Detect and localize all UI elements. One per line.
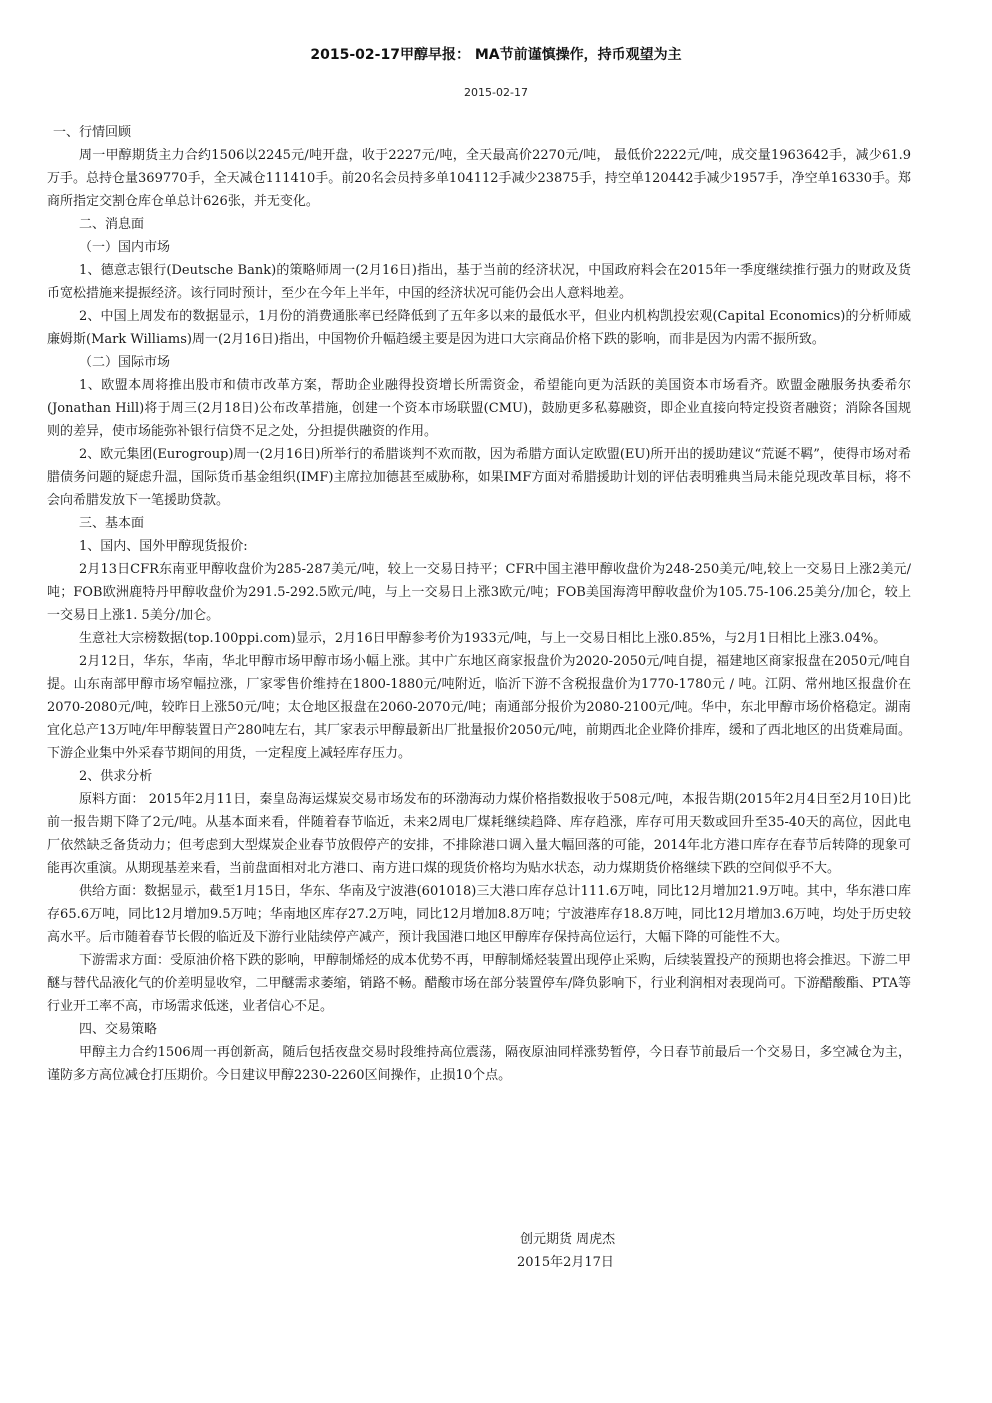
- signature-date: 2015年2月17日: [517, 1255, 614, 1270]
- section-heading-fundamentals: 三、基本面: [79, 516, 145, 531]
- subheading-spot-prices: 1、国内、国外甲醇现货报价:: [79, 539, 248, 554]
- paragraph-international-news-2: 2、欧元集团(Eurogroup)周一(2月16日)所举行的希腊谈判不欢而散，因为希腊方面认定欧盟(EU)所开出的援助建议“荒诞不羁”，使得市场对希腊债务问题的疑虑升温，国际货币基金组织(IMF)主席拉加德甚至威胁称，如果IMF方面对希腊援助计划的评估表明雅典当局未能兑现改革目标，将不会向希腊发放下一笔援助贷款。: [47, 447, 911, 508]
- page-title: 2015-02-17甲醇早报： MA节前谨慎操作，持币观望为主: [310, 47, 682, 63]
- subheading-supply-demand: 2、供求分析: [79, 769, 153, 784]
- report-date: 2015-02-17: [464, 86, 528, 99]
- paragraph-raw-materials: 原料方面： 2015年2月11日，秦皇岛海运煤炭交易市场发布的环渤海动力煤价格指数报收于508元/吨，本报告期(2015年2月4日至2月10日)比前一报告期下降了2元/吨。从基本面来看，伴随着春节临近，未来2周电厂煤耗继续趋降、库存趋涨，库存可用天数或回升至35-40天的高位，因此电厂依然缺乏备货动力；但考虑到大型煤炭企业春节放假停产的安排，不排除港口调入量大幅回落的可能，2014年北方港口库存在春节后转降的现象可能再次重演。从期现基差来看，当前盘面相对北方港口、南方进口煤的现货价格均为贴水状态，动力煤期货价格继续下跌的空间似乎不大。: [47, 792, 911, 876]
- paragraph-domestic-news-2: 2、中国上周发布的数据显示，1月份的消费通胀率已经降低到了五年多以来的最低水平，但业内机构凯投宏观(Capital Economics)的分析师威廉姆斯(Mark Williams)周一(2月16日)指出，中国物价升幅趋缓主要是因为进口大宗商品价格下跌的影响，而非是因为内需不振所致。: [47, 309, 911, 347]
- paragraph-reference-price: 生意社大宗榜数据(top.100ppi.com)显示，2月16日甲醇参考价为1933元/吨，与上一交易日相比上涨0.85%，与2月1日相比上涨3.04%。: [79, 631, 887, 646]
- paragraph-international-news-1: 1、欧盟本周将推出股市和债市改革方案，帮助企业融得投资增长所需资金，希望能向更为活跃的美国资本市场看齐。欧盟金融服务执委希尔(Jonathan Hill)将于周三(2月18日)公布改革措施，创建一个资本市场联盟(CMU)，鼓励更多私募融资，即企业直接向特定投资者融资；消除各国规则的差异，使市场能弥补银行信贷不足之处，分担提供融资的作用。: [47, 378, 911, 439]
- paragraph-domestic-news-1: 1、德意志银行(Deutsche Bank)的策略师周一(2月16日)指出，基于当前的经济状况，中国政府料会在2015年一季度继续推行强力的财政及货币宽松措施来提振经济。该行同时预计，至少在今年上半年，中国的经济状况可能仍会出人意料地差。: [47, 263, 911, 301]
- signature-company: 创元期货 周虎杰: [520, 1232, 616, 1247]
- paragraph-regional-market: 2月12日，华东，华南，华北甲醇市场甲醇市场小幅上涨。其中广东地区商家报盘价为2020-2050元/吨自提，福建地区商家报盘在2050元/吨自提。山东南部甲醇市场窄幅拉涨，厂家零售价维持在1800-1880元/吨附近，临沂下游不含税报盘价为1770-1780元 / 吨。江阴、常州地区报盘价在2070-2080元/吨，较昨日上涨50元/吨；太仓地区报盘在2060-2070元/吨；南通部分报价为2080-2100元/吨。华中，东北甲醇市场价格稳定。湖南宜化总产13万吨/年甲醇装置日产280吨左右，其厂家表示甲醇最新出厂批量报价2050元/吨，前期西北企业降价排库，缓和了西北地区的出货难局面。下游企业集中外采春节期间的用货，一定程度上减轻库存压力。: [47, 654, 911, 761]
- paragraph-supply: 供给方面：数据显示，截至1月15日，华东、华南及宁波港(601018)三大港口库存总计111.6万吨，同比12月增加21.9万吨。其中，华东港口库存65.6万吨，同比12月增加9.5万吨；华南地区库存27.2万吨，同比12月增加8.8万吨；宁波港库存18.8万吨，同比12月增加3.6万吨，均处于历史较高水平。后市随着春节长假的临近及下游行业陆续停产减产，预计我国港口地区甲醇库存保持高位运行，大幅下降的可能性不大。: [47, 884, 911, 945]
- paragraph-spot-prices: 2月13日CFR东南亚甲醇收盘价为285-287美元/吨，较上一交易日持平；CFR中国主港甲醇收盘价为248-250美元/吨,较上一交易日上涨2美元/吨；FOB欧洲鹿特丹甲醇收盘价为291.5-292.5欧元/吨，与上一交易日上涨3欧元/吨；FOB美国海湾甲醇收盘价为105.75-106.25美分/加仑，较上一交易日上涨1. 5美分/加仑。: [47, 562, 911, 623]
- section-heading-strategy: 四、交易策略: [79, 1022, 158, 1037]
- paragraph-market-review: 周一甲醇期货主力合约1506以2245元/吨开盘，收于2227元/吨，全天最高价2270元/吨， 最低价2222元/吨，成交量1963642手，减少61.9万手。总持仓量369770手，全天减仓111410手。前20名会员持多单104112手减少23875手，持空单120442手减少1957手，净空单16330手。郑商所指定交割仓库仓单总计626张，并无变化。: [47, 148, 911, 209]
- subheading-domestic-market: （一）国内市场: [79, 240, 171, 255]
- paragraph-strategy: 甲醇主力合约1506周一再创新高，随后包括夜盘交易时段维持高位震荡，隔夜原油同样涨势暂停，今日春节前最后一个交易日，多空减仓为主，谨防多方高位减仓打压期价。今日建议甲醇2230-2260区间操作，止损10个点。: [47, 1045, 911, 1083]
- report-body: [47, 121, 911, 1087]
- section-heading-market-review: 一、行情回顾: [53, 125, 132, 140]
- paragraph-downstream-demand: 下游需求方面：受原油价格下跌的影响，甲醇制烯烃的成本优势不再，甲醇制烯烃装置出现停止采购，后续装置投产的预期也将会推迟。下游二甲醚与替代品液化气的价差明显收窄，二甲醚需求萎缩，销路不畅。醋酸市场在部分装置停车/降负影响下，行业利润相对表现尚可。下游醋酸酯、PTA等行业开工率不高，市场需求低迷，业者信心不足。: [47, 953, 912, 1014]
- section-heading-news: 二、消息面: [79, 217, 145, 232]
- subheading-international-market: （二）国际市场: [79, 355, 171, 370]
